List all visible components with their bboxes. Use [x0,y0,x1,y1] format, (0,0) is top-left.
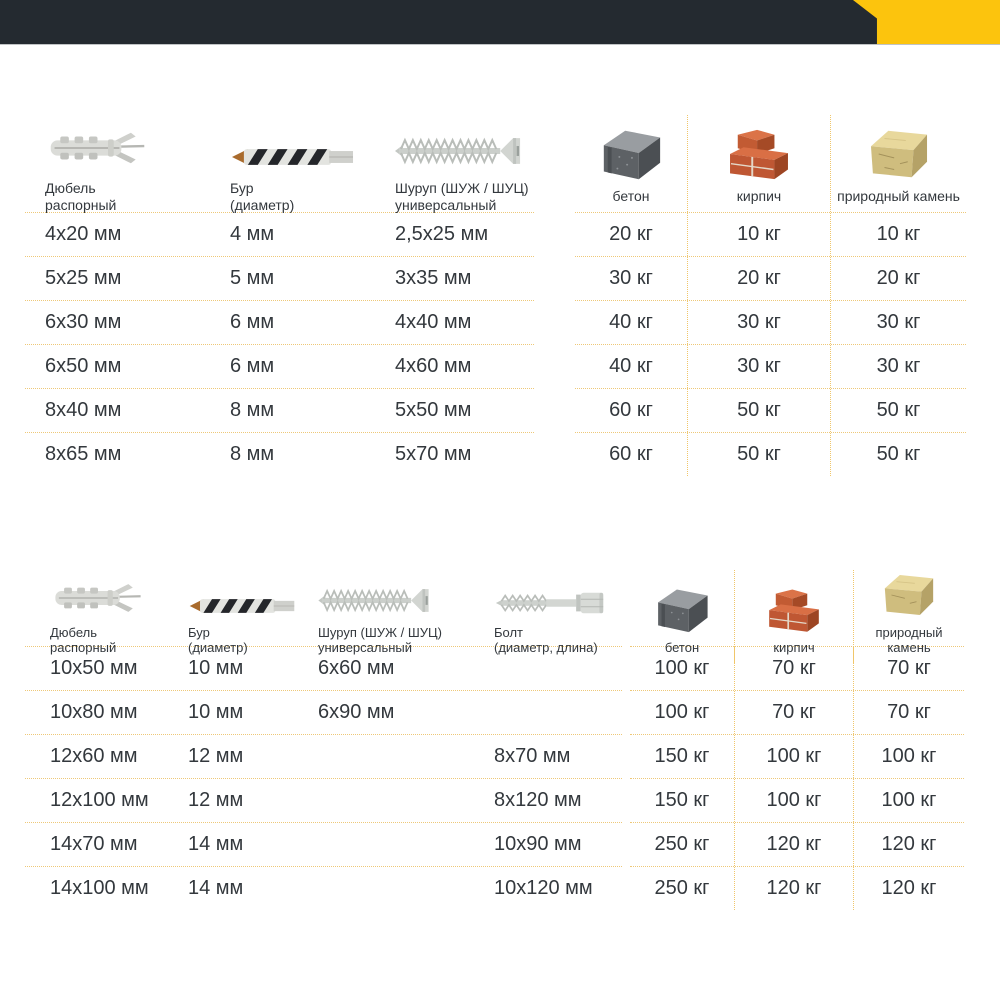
table-cell: 100 кг [853,779,964,822]
table-row [25,213,534,257]
table-cell: 10x80 мм [50,701,138,723]
drill-bit-icon [230,115,395,171]
table-row [25,257,534,301]
table-cell: 10x50 мм [50,657,138,679]
dowel-icon [50,570,188,618]
header-label: распорный [50,640,117,655]
table-row [25,735,622,779]
table-cell: 70 кг [734,647,853,690]
header-label: Шуруп (ШУЖ / ШУЦ) [318,625,442,640]
top-bar [0,0,1000,44]
table-row [25,389,534,433]
bottom-capacity-header [630,570,964,655]
table-row [575,301,966,345]
header-label: Болт [494,625,524,640]
table-cell: 12 мм [188,745,244,767]
top-products-table [25,115,534,476]
header-label: кирпич [736,187,782,204]
header-label: природный камень [837,187,960,204]
header-label: (диаметр) [188,640,248,655]
header-concrete [575,115,687,212]
table-cell: 2,5x25 мм [395,223,489,245]
table-cell: 100 кг [654,701,710,723]
header-label: Шуруп (ШУЖ / ШУЦ) [395,180,529,196]
table-cell [494,647,622,690]
table-cell: 10x90 мм [494,833,582,855]
table-row [25,823,622,867]
table-cell: 12x100 мм [50,789,149,811]
table-cell: 8x70 мм [494,745,571,767]
concrete-icon [598,121,664,183]
table-cell: 6 мм [230,311,275,333]
table-cell: 120 кг [734,823,853,866]
table-cell: 8x120 мм [494,789,582,811]
table-cell: 6x30 мм [45,311,122,333]
table-row [630,867,964,910]
table-cell: 14x100 мм [50,877,149,899]
table-cell: 10 кг [830,213,966,256]
table-cell: 150 кг [654,789,710,811]
table-row [25,647,622,691]
table-cell [318,735,494,778]
table-cell: 20 кг [687,257,830,300]
table-row [575,213,966,257]
table-cell: 250 кг [654,877,710,899]
header-dowel [45,115,230,221]
table-row [25,867,622,910]
table-cell: 5 мм [230,267,275,289]
table-row [25,345,534,389]
header-label: Дюбель [50,625,98,640]
table-cell: 50 кг [830,433,966,476]
table-cell: 6 мм [230,355,275,377]
header-label: Бур [188,625,210,640]
header-stone [830,115,966,212]
screw-icon [318,570,494,618]
bottom-capacity-table [630,570,964,910]
table-cell: 10 мм [188,657,244,679]
table-row [630,823,964,867]
table-cell: 14x70 мм [50,833,138,855]
table-cell: 6x60 мм [318,657,395,679]
table-cell: 14 мм [188,877,244,899]
table-row [630,779,964,823]
table-cell: 4 мм [230,223,275,245]
table-cell: 100 кг [734,779,853,822]
header-label: (диаметр) [230,196,295,213]
table-cell: 3x35 мм [395,267,472,289]
table-cell: 150 кг [654,745,710,767]
table-cell: 20 кг [609,223,653,245]
table-cell: 50 кг [830,389,966,432]
header-label: Бур [230,180,254,196]
table-cell [318,779,494,822]
table-cell: 5x50 мм [395,399,472,421]
table-row [25,433,534,476]
header-brick [687,115,830,212]
top-capacity-header [575,115,966,213]
table-cell: 10 мм [188,701,244,723]
header-label: универсальный [395,196,497,213]
table-cell: 30 кг [687,345,830,388]
table-cell: 70 кг [853,691,964,734]
header-screw [395,115,534,221]
header-label: Дюбель [45,180,96,196]
header-label: бетон [664,640,700,655]
brick-icon [765,585,823,635]
table-cell: 4x40 мм [395,311,472,333]
top-capacity-table [575,115,966,476]
table-cell: 5x25 мм [45,267,122,289]
table-row [630,691,964,735]
table-row [575,345,966,389]
table-cell: 250 кг [654,833,710,855]
header-label: бетон [612,187,650,204]
table-cell: 50 кг [687,389,830,432]
table-cell: 12x60 мм [50,745,138,767]
table-cell: 5x70 мм [395,443,472,465]
dowel-icon [45,115,230,171]
table-cell: 100 кг [734,735,853,778]
table-row [25,301,534,345]
table-cell: 120 кг [734,867,853,910]
table-cell: 70 кг [853,647,964,690]
concrete-icon [653,585,711,635]
table-row [575,257,966,301]
table-cell: 14 мм [188,833,244,855]
table-cell: 10 кг [687,213,830,256]
table-cell: 50 кг [687,433,830,476]
table-cell: 120 кг [853,823,964,866]
table-cell: 40 кг [609,311,653,333]
table-cell: 8 мм [230,399,275,421]
table-cell: 30 кг [609,267,653,289]
table-cell: 4x20 мм [45,223,122,245]
header-label: (диаметр, длина) [494,640,598,655]
table-row [575,389,966,433]
header-label: кирпич [773,640,815,655]
table-cell: 8 мм [230,443,275,465]
table-row [25,779,622,823]
bolt-icon [494,570,622,618]
table-cell: 70 кг [734,691,853,734]
table-cell: 60 кг [609,443,653,465]
header-drill [230,115,395,221]
stone-icon [879,570,939,620]
table-cell [494,691,622,734]
table-cell: 120 кг [853,867,964,910]
top-products-header [25,115,534,213]
bottom-products-header [25,570,622,655]
table-cell: 20 кг [830,257,966,300]
table-row [630,647,964,691]
drill-bit-icon [188,570,318,618]
table-cell: 4x60 мм [395,355,472,377]
table-row [575,433,966,476]
table-cell [318,823,494,866]
brick-icon [726,121,792,183]
table-cell: 100 кг [853,735,964,778]
stone-icon [865,121,933,183]
table-cell: 6x90 мм [318,701,395,723]
table-cell: 30 кг [687,301,830,344]
table-cell: 12 мм [188,789,244,811]
table-cell: 40 кг [609,355,653,377]
table-cell [318,867,494,910]
header-label: распорный [45,196,117,213]
table-cell: 30 кг [830,301,966,344]
brand-accent-shape [853,0,1000,44]
table-cell: 8x40 мм [45,399,122,421]
screw-icon [395,115,534,171]
table-cell: 6x50 мм [45,355,122,377]
table-cell: 100 кг [654,657,710,679]
bottom-products-table [25,570,622,910]
table-row [630,735,964,779]
table-cell: 10x120 мм [494,877,593,899]
table-row [25,691,622,735]
table-cell: 60 кг [609,399,653,421]
table-cell: 8x65 мм [45,443,122,465]
table-cell: 30 кг [830,345,966,388]
header-label: природный камень [875,625,943,655]
header-label: универсальный [318,640,413,655]
